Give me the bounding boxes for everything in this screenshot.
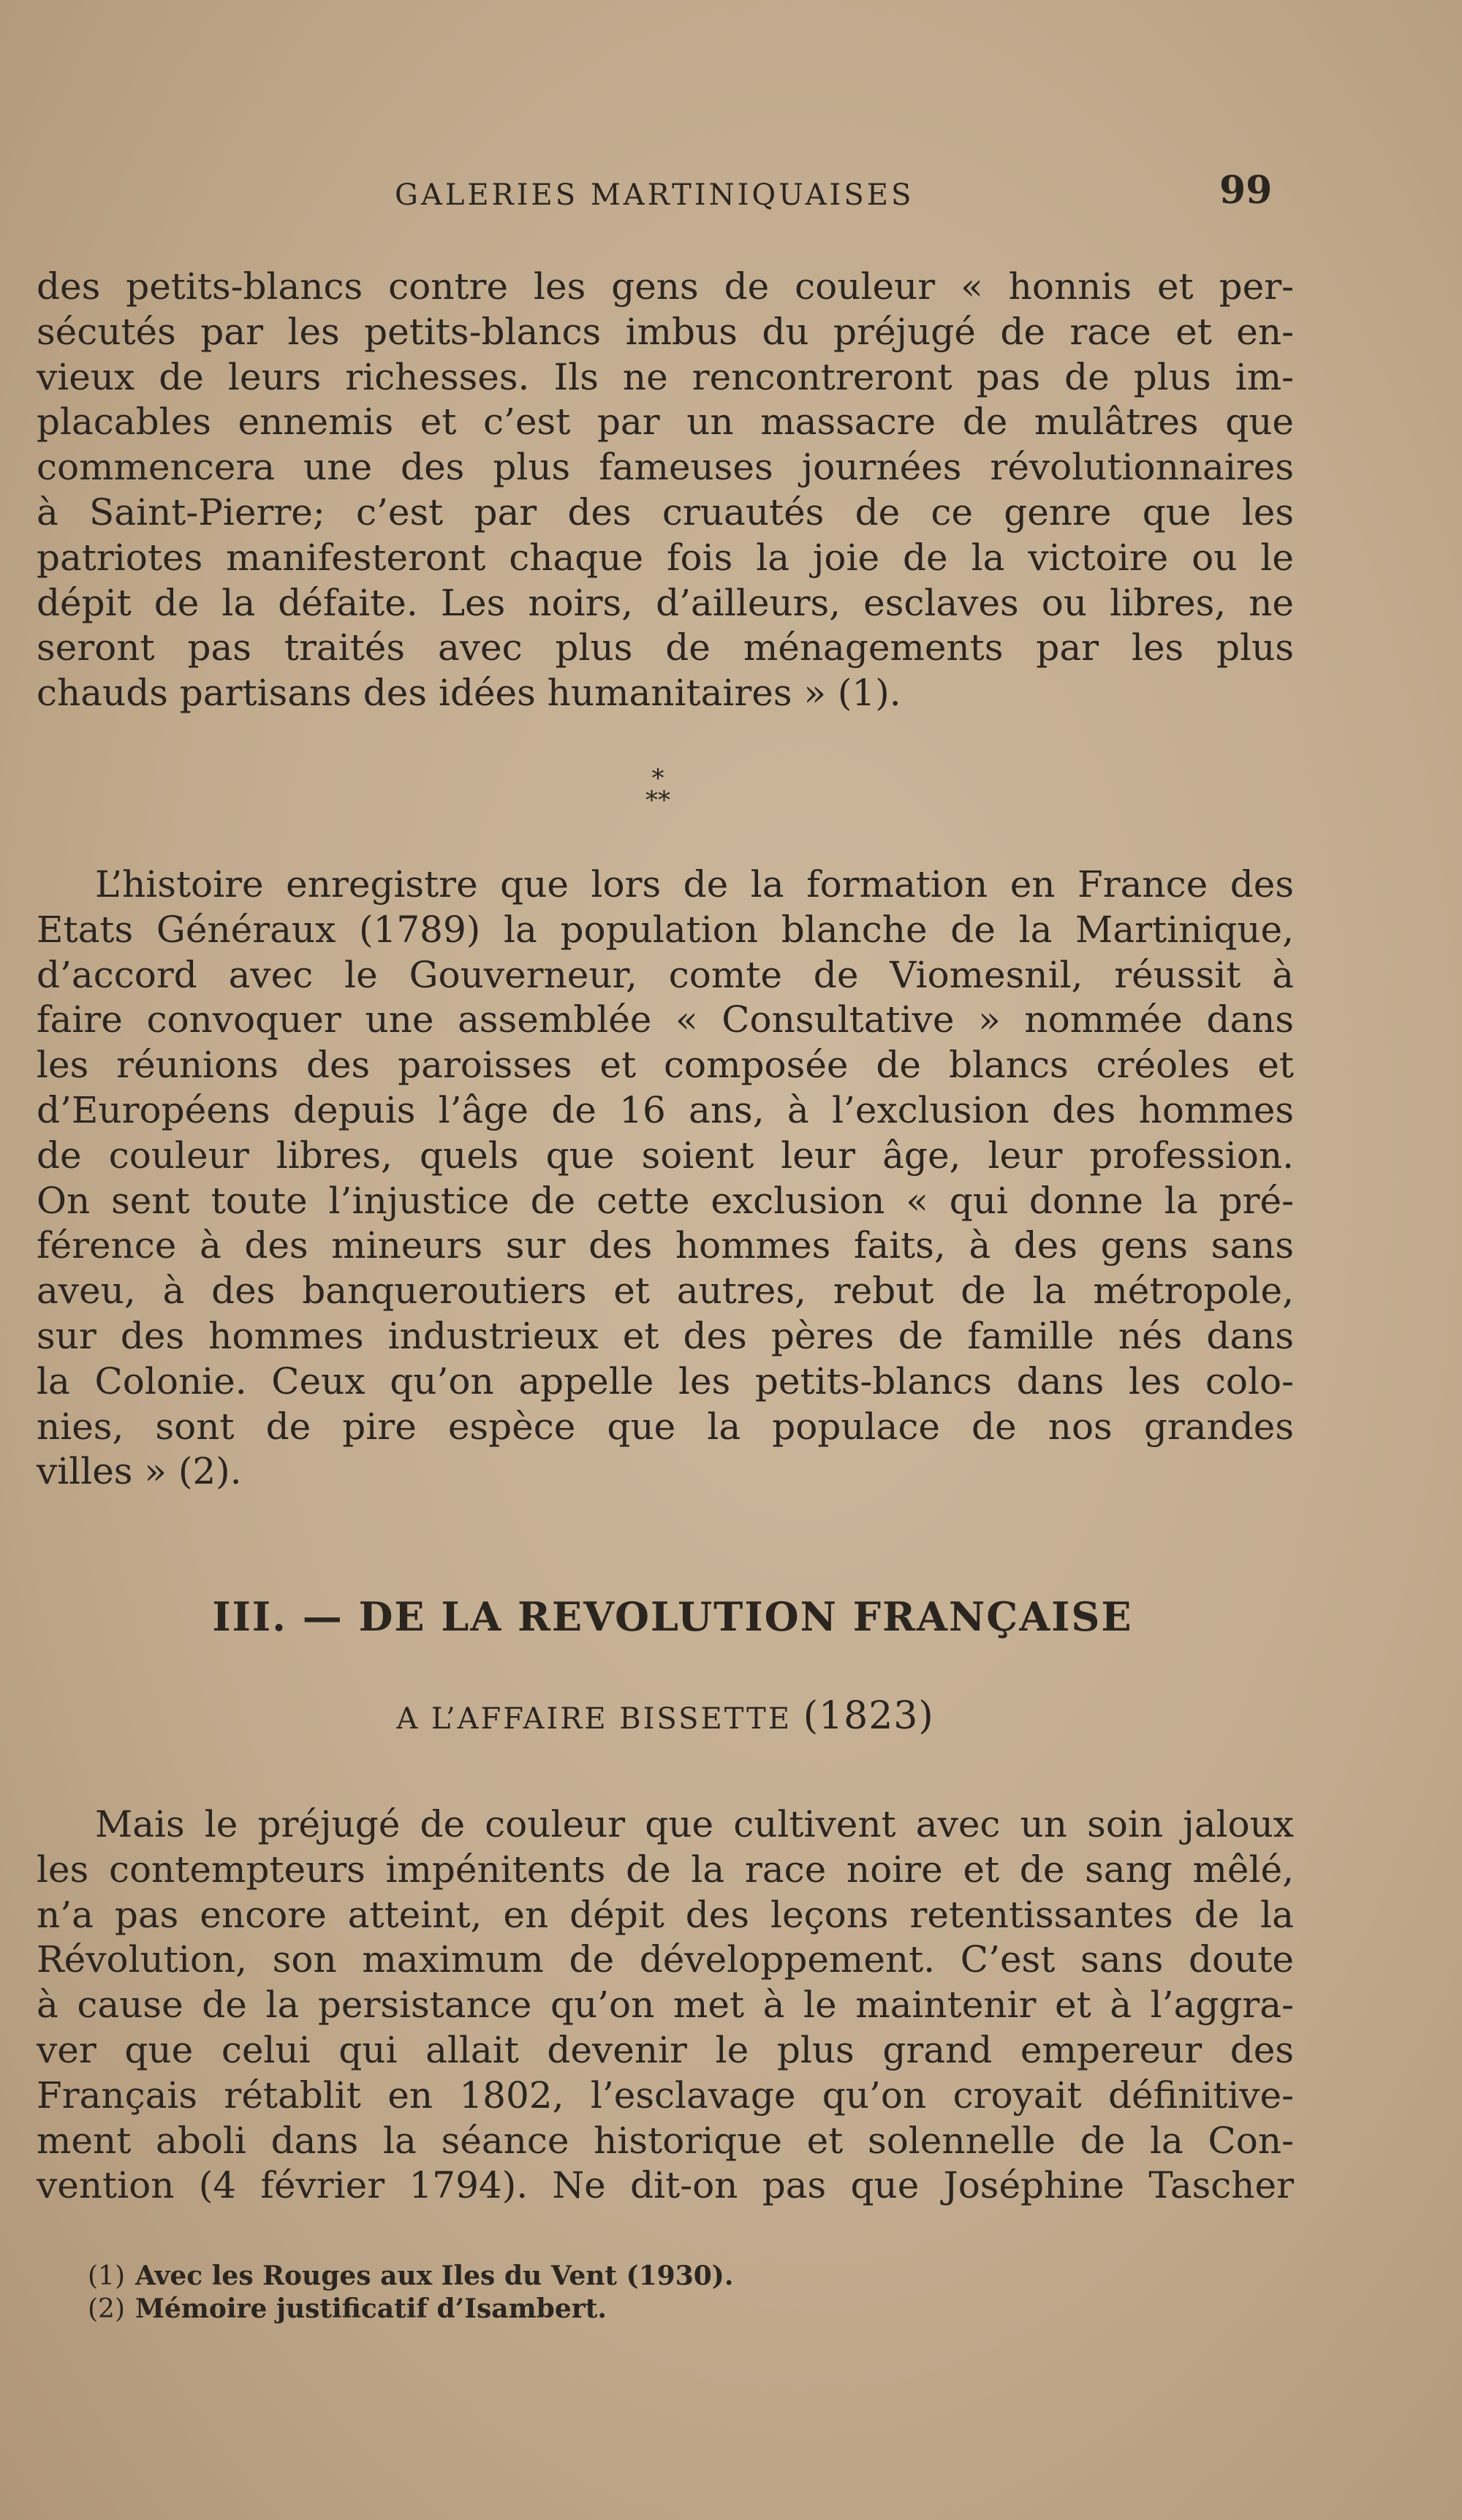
text-line: vieux de leurs richesses. Ils ne rencontreront pas de plus im- bbox=[37, 355, 1294, 398]
section-subheading bbox=[0, 1694, 1330, 1738]
section-heading: III. — DE LA REVOLUTION FRANÇAISE bbox=[212, 1593, 1133, 1640]
page-number: 99 bbox=[1219, 168, 1273, 213]
footnote-1 bbox=[88, 2260, 1184, 2293]
text-line: villes » (2). bbox=[37, 1450, 242, 1493]
text-line: sécutés par les petits-blancs imbus du préjugé de race et en- bbox=[37, 310, 1294, 353]
text-line: commencera une des plus fameuses journées révolutionnaires bbox=[37, 446, 1294, 489]
text-line: n’a pas encore atteint, en dépit des leçons retentissantes de la bbox=[37, 1893, 1294, 1936]
footnote-text: Mémoire justificatif d’Isambert. bbox=[135, 2293, 607, 2324]
text-line: d’Européens depuis l’âge de 16 ans, à l’exclusion des hommes bbox=[37, 1088, 1294, 1131]
text-line: les réunions des paroisses et composée de blancs créoles et bbox=[37, 1044, 1294, 1087]
paragraph-2 bbox=[37, 862, 1294, 1495]
text-line: L’histoire enregistre que lors de la formation en France des bbox=[95, 863, 1294, 906]
section-year: (1823) bbox=[803, 1694, 934, 1738]
asterism-separator bbox=[629, 764, 687, 826]
footnote-2 bbox=[88, 2293, 1184, 2326]
footnotes bbox=[88, 2260, 1184, 2326]
footnote-mark: (2) bbox=[88, 2294, 125, 2324]
text-line: patriotes manifesteront chaque fois la joie de la victoire ou le bbox=[37, 536, 1294, 579]
text-line: sur des hommes industrieux et des pères de famille nés dans bbox=[37, 1314, 1294, 1357]
footnote-mark: (1) bbox=[88, 2261, 125, 2291]
section-subtitle: A L’AFFAIRE BISSETTE bbox=[396, 1702, 792, 1736]
text-line: les contempteurs impénitents de la race noire et de sang mêlé, bbox=[37, 1848, 1294, 1891]
paragraph-3 bbox=[37, 1802, 1294, 2209]
running-head bbox=[0, 168, 1462, 219]
text-line: à Saint-Pierre; c’est par des cruautés de ce genre que les bbox=[37, 490, 1294, 534]
text-line: des petits-blancs contre les gens de couleur « honnis et per- bbox=[37, 265, 1294, 308]
text-line: la Colonie. Ceux qu’on appelle les petits-blancs dans les colo- bbox=[37, 1359, 1294, 1403]
text-line: aveu, à des banqueroutiers et autres, rebut de la métropole, bbox=[37, 1270, 1294, 1313]
asterism-top: * bbox=[651, 764, 664, 793]
text-line: dépit de la défaite. Les noirs, d’ailleurs, esclaves ou libres, ne bbox=[37, 581, 1294, 624]
running-title: GALERIES MARTINIQUAISES bbox=[395, 178, 914, 212]
text-line: chauds partisans des idées humanitaires » (1). bbox=[37, 672, 901, 715]
paragraph-1 bbox=[37, 265, 1294, 716]
text-line: Français rétablit en 1802, l’esclavage qu’on croyait définitive- bbox=[37, 2073, 1294, 2117]
text-line: nies, sont de pire espèce que la populace de nos grandes bbox=[37, 1405, 1294, 1448]
text-line: à cause de la persistance qu’on met à le maintenir et à l’aggra- bbox=[37, 1984, 1294, 2027]
text-line: Mais le préjugé de couleur que cultivent avec un soin jaloux bbox=[95, 1803, 1294, 1845]
text-line: ment aboli dans la séance historique et solennelle de la Con- bbox=[37, 2119, 1294, 2162]
asterism-bottom: ** bbox=[645, 786, 670, 815]
text-line: vention (4 février 1794). Ne dit-on pas que Joséphine Tascher bbox=[37, 2164, 1294, 2207]
text-line: de couleur libres, quels que soient leur âge, leur profession. bbox=[37, 1134, 1294, 1177]
text-line: On sent toute l’injustice de cette exclusion « qui donne la pré- bbox=[37, 1179, 1294, 1222]
text-line: férence à des mineurs sur des hommes faits, à des gens sans bbox=[37, 1224, 1294, 1267]
text-line: Révolution, son maximum de développement. C’est sans doute bbox=[37, 1938, 1294, 1981]
text-line: faire convoquer une assemblée « Consultative » nommée dans bbox=[37, 998, 1294, 1041]
text-line: ver que celui qui allait devenir le plus grand empereur des bbox=[37, 2028, 1294, 2071]
text-line: placables ennemis et c’est par un massacre de mulâtres que bbox=[37, 401, 1294, 444]
text-line: d’accord avec le Gouverneur, comte de Viomesnil, réussit à bbox=[37, 953, 1294, 996]
text-line: Etats Généraux (1789) la population blanche de la Martinique, bbox=[37, 908, 1294, 951]
text-line: seront pas traités avec plus de ménagements par les plus bbox=[37, 626, 1294, 669]
footnote-text: Avec les Rouges aux Iles du Vent (1930). bbox=[135, 2261, 734, 2291]
